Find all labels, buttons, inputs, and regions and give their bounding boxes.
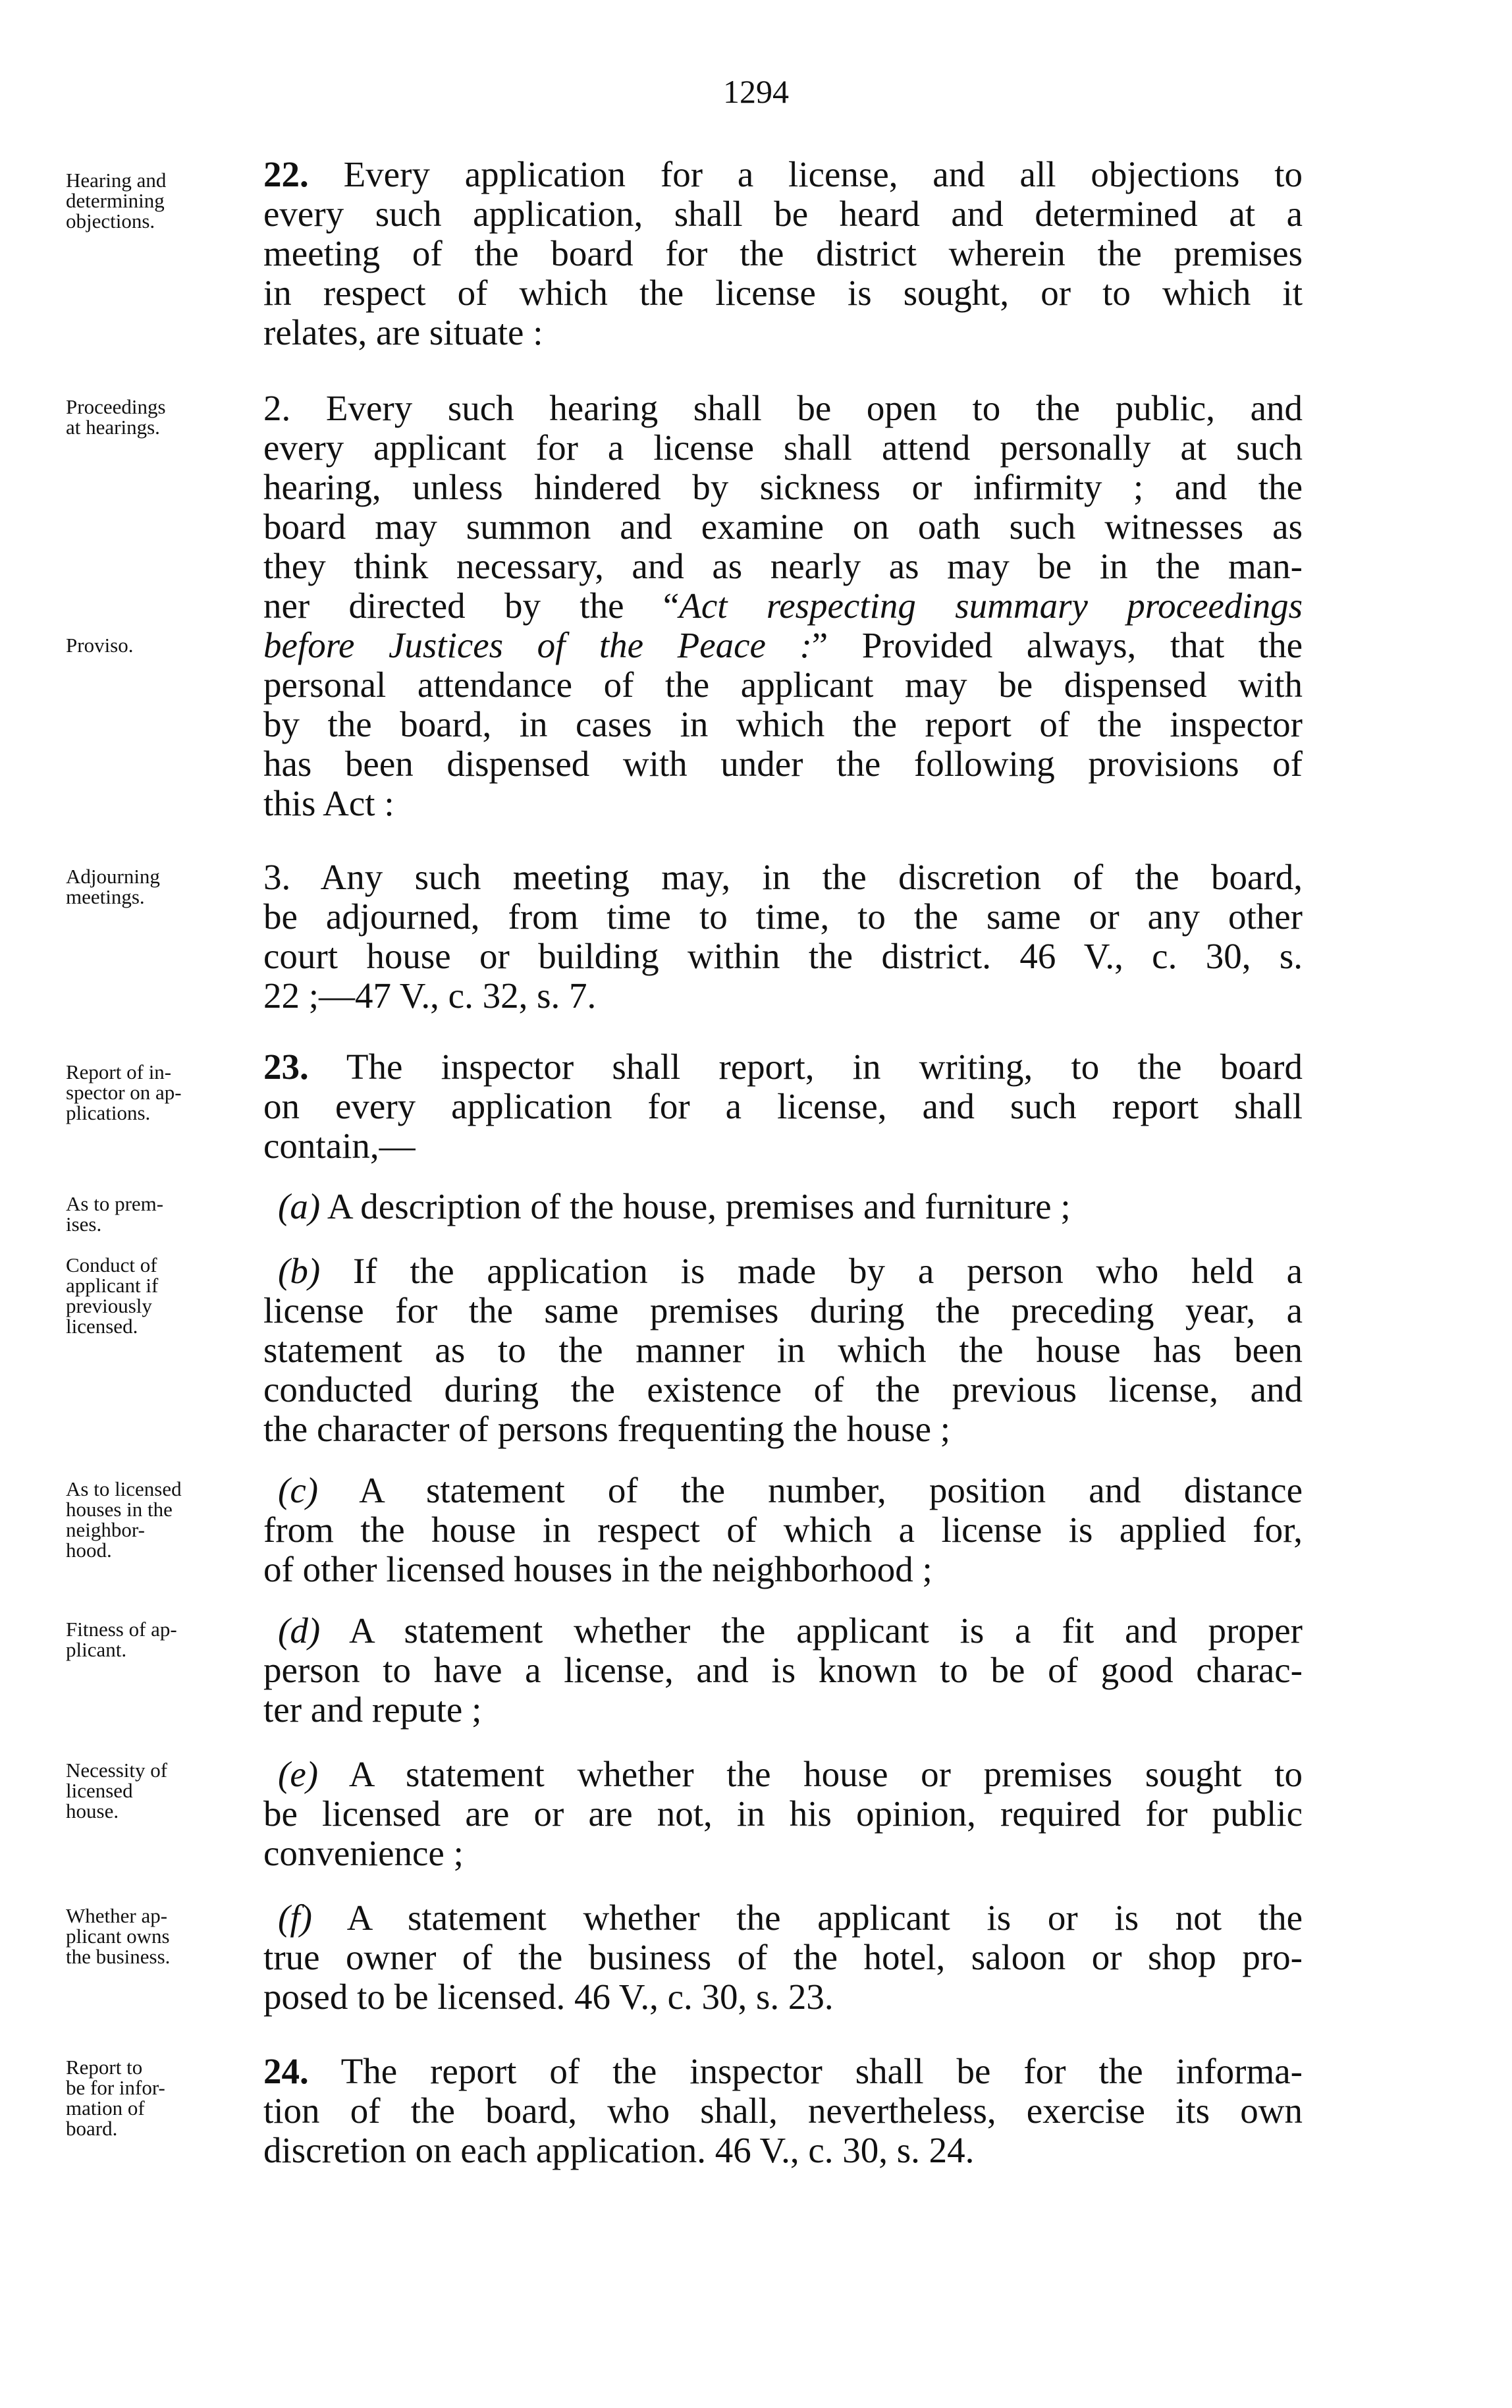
margin-note-premises: As to prem- ises. xyxy=(66,1192,164,1236)
margin-note-conduct: Conduct of applicant if previously licensed. xyxy=(66,1253,159,1338)
section-22-subsection-3: 3. Any such meeting may, in the discretion of the board, be adjourned, from time to time, to the same or any other court house or building within the district. 46 V., c. 30, s. 22 ;—47 V., c. 32, s. 7. xyxy=(263,857,1303,1016)
section-23-line-1: 23. The inspector shall report, in writing, to the board xyxy=(263,1047,1303,1087)
margin-note-adjourning: Adjourning meetings. xyxy=(66,865,160,908)
margin-note-necessity: Necessity of licensed house. xyxy=(66,1759,168,1822)
margin-note-fitness: Fitness of ap- plicant. xyxy=(66,1618,177,1661)
clause-label: (f) xyxy=(278,1898,312,1938)
margin-note-proceedings: Proceedings at hearings. xyxy=(66,395,166,439)
clause-label: (e) xyxy=(278,1754,319,1794)
margin-note-hearing: Hearing and determining objections. xyxy=(66,169,167,233)
margin-note-licensed-houses: As to licensed houses in the neighbor- hood. xyxy=(66,1477,182,1562)
act-title-line: ner directed by the “Act respecting summary proceedings xyxy=(263,586,1303,626)
clause-b: (b) If the application is made by a person who held a license for the same premises during the preceding year, a statement as to the manner in which the house has been conducted during the existence of the previous license, and the character of persons frequenting the house ; xyxy=(263,1251,1303,1449)
clause-label: (b) xyxy=(278,1251,321,1291)
margin-note-report-information: Report to be for infor- mation of board. xyxy=(66,2056,165,2140)
clause-label: (d) xyxy=(278,1610,321,1651)
section-23: 23. The inspector shall report, in writing, to the board on every application for a license, and such report shall contain,— xyxy=(263,1047,1303,1166)
clause-c: (c) A statement of the number, position and distance from the house in respect of which a license is applied for, of other licensed houses in the neighborhood ; xyxy=(263,1470,1303,1589)
section-number: 22. xyxy=(263,154,309,194)
clause-label: (c) xyxy=(278,1470,319,1510)
margin-note-report: Report of in- spector on ap- plications. xyxy=(66,1060,182,1124)
section-number: 23. xyxy=(263,1047,309,1087)
margin-note-proviso: Proviso. xyxy=(66,634,134,657)
section-22: 22. Every application for a license, and all objections to every such application, shall be heard and determined at a meeting of the board for the district wherein the premises in respect of which the license is sought, or to which it relates, are situate : xyxy=(263,154,1303,352)
margin-note-ownership: Whether ap- plicant owns the business. xyxy=(66,1904,171,1968)
clause-label: (a) xyxy=(278,1186,321,1226)
act-title-line-2: before Justices of the Peace :” Provided always, that the xyxy=(263,625,1303,665)
clause-e: (e) A statement whether the house or premises sought to be licensed are or are not, in his opinion, required for public convenience ; xyxy=(263,1754,1303,1873)
clause-f: (f) A statement whether the applicant is or is not the true owner of the business of the hotel, saloon or shop pro- posed to be licensed. 46 V., c. 30, s. 23. xyxy=(263,1898,1303,2017)
clause-a: (a) A description of the house, premises and furniture ; xyxy=(278,1186,1071,1226)
section-number: 24. xyxy=(263,2051,309,2091)
page-number: 1294 xyxy=(723,73,789,110)
clause-d: (d) A statement whether the applicant is a fit and proper person to have a license, and is known to be of good charac- ter and repute ; xyxy=(263,1610,1303,1730)
section-24: 24. The report of the inspector shall be for the informa- tion of the board, who shall, nevertheless, exercise its own discretion on each application. 46 V., c. 30, s. 24. xyxy=(263,2051,1303,2170)
section-22-line-1: 22. Every application for a license, and all objections to xyxy=(263,154,1303,194)
section-24-line-1: 24. The report of the inspector shall be for the informa- xyxy=(263,2051,1303,2091)
section-22-subsection-2: 2. Every such hearing shall be open to the public, and every applicant for a license shall attend personally at such hearing, unless hindered by sickness or infirmity ; and the board may summon and examine on oath such witnesses as they think necessary, and as nearly as may be in the man- ner directed by the “Act respecting summary proceedings before Justices of the Peace :” Provided always, that the personal attendance of the applicant may be dispensed with by the board, in cases in which the report of the inspector has been dispensed with under the following provisions of this Act : xyxy=(263,388,1303,823)
